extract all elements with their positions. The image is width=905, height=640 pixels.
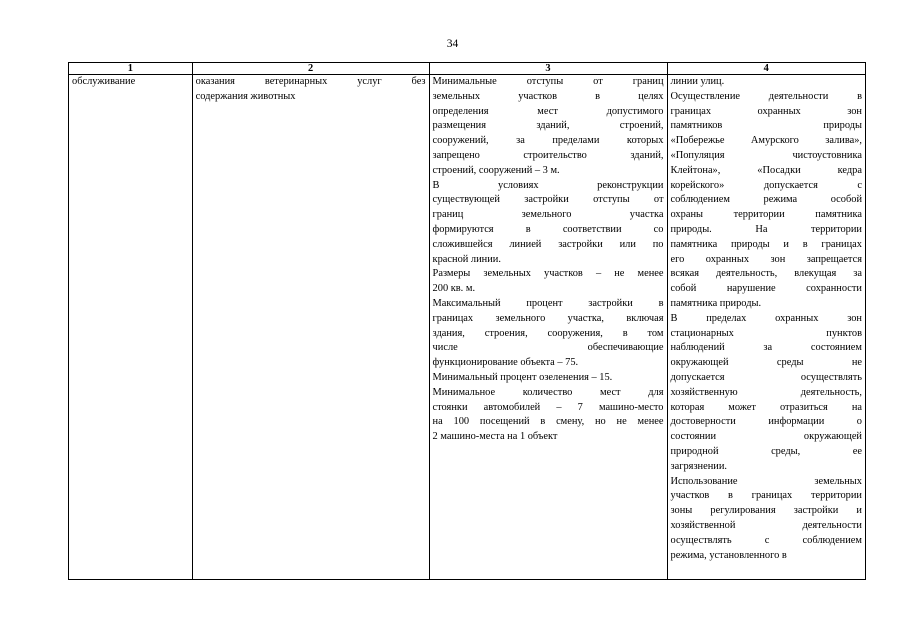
text-line: границ земельного участка <box>432 209 664 221</box>
cell-parameters <box>429 75 667 580</box>
text-line: границах охранных зон <box>670 105 862 117</box>
cell-description <box>192 75 429 580</box>
paragraph <box>433 267 664 297</box>
text-line: всякая деятельность, влекущая за <box>670 268 862 280</box>
text-line: определения мест допустимого <box>432 105 664 117</box>
text-line: границах земельного участка, включая <box>432 312 664 324</box>
table-header-row <box>69 63 866 75</box>
text-line: его охранных зон запрещается <box>670 253 862 265</box>
text-line: зоны регулирования застройки и <box>670 505 862 517</box>
text-line: сложившейся линией застройки или по <box>432 238 664 250</box>
text-line: стоянки автомобилей – 7 машино-место <box>432 401 664 413</box>
cell-parameters-text <box>433 75 664 445</box>
cell-use-type-text: обслуживание <box>72 76 136 87</box>
text-line: памятников природы <box>670 120 862 132</box>
text-line: здания, строения, сооружения, в том <box>432 327 664 339</box>
text-line: хозяйственной деятельности <box>670 519 862 531</box>
text-line: сооружений, за пределами которых <box>432 135 664 147</box>
cell-description-text <box>196 75 426 105</box>
text-line: памятника природы и в границах <box>670 238 862 250</box>
paragraph <box>433 371 664 386</box>
text-line: содержания животных <box>195 90 296 102</box>
text-line: Использование земельных <box>670 475 862 487</box>
text-line: формируются в соответствии со <box>432 223 664 235</box>
text-line: Минимальный процент озеленения – 15. <box>432 371 613 383</box>
text-line: В пределах охранных зон <box>670 312 862 324</box>
text-line: на 100 посещений в смену, но не менее <box>432 416 664 428</box>
text-line: Минимальное количество мест для <box>432 386 664 398</box>
paragraph <box>433 386 664 445</box>
column-header-3: 3 <box>429 63 667 75</box>
text-line: строений, сооружений – 3 м. <box>432 164 560 176</box>
column-header-4: 4 <box>667 63 866 75</box>
cell-restrictions <box>667 75 866 580</box>
text-line: 200 кв. м. <box>432 283 476 295</box>
text-line: запрещено строительство зданий, <box>432 149 664 161</box>
text-line: окружающей среды не <box>670 357 862 369</box>
text-line: достоверности информации о <box>670 416 862 428</box>
text-line: Размеры земельных участков – не менее <box>432 268 664 280</box>
text-line: которая может отразиться на <box>670 401 862 413</box>
text-line: участков в границах территории <box>670 490 862 502</box>
paragraph <box>671 90 863 312</box>
text-line: Осуществление деятельности в <box>670 90 862 102</box>
text-line: памятника природы. <box>670 297 762 309</box>
paragraph <box>433 179 664 268</box>
text-line: В условиях реконструкции <box>432 179 664 191</box>
document-table <box>68 62 866 580</box>
text-line: наблюдений за состоянием <box>670 342 862 354</box>
text-line: соблюдением режима особой <box>670 194 862 206</box>
text-line: Минимальные отступы от границ <box>432 76 664 87</box>
paragraph <box>433 75 664 179</box>
text-line: земельных участков в целях <box>432 90 664 102</box>
table-row <box>69 75 866 580</box>
page-number: 34 <box>446 38 459 50</box>
column-header-1: 1 <box>69 63 193 75</box>
text-line: красной линии. <box>432 253 501 265</box>
paragraph <box>671 475 863 564</box>
text-line: оказания ветеринарных услуг без <box>195 76 426 87</box>
text-line: функционирование объекта – 75. <box>432 357 579 369</box>
text-line: «Побережье Амурского залива», <box>670 135 862 147</box>
text-line: линии улиц. <box>670 76 725 87</box>
text-line: режима, установленного в <box>670 549 787 561</box>
text-line: стационарных пунктов <box>670 327 862 339</box>
text-line: «Популяция чистоустовника <box>670 149 862 161</box>
text-line: состоянии окружающей <box>670 431 862 443</box>
paragraph <box>433 297 664 371</box>
text-line: осуществлять с соблюдением <box>670 534 862 546</box>
text-line: природы. На территории <box>670 223 862 235</box>
text-line: корейского» допускается с <box>670 179 862 191</box>
text-line: хозяйственную деятельность, <box>670 386 862 398</box>
text-line: Максимальный процент застройки в <box>432 297 664 309</box>
text-line: собой нарушение сохранности <box>670 283 862 295</box>
paragraph <box>671 75 863 90</box>
text-line: числе обеспечивающие <box>432 342 664 354</box>
text-line: существующей застройки отступы от <box>432 194 664 206</box>
text-line: размещения зданий, строений, <box>432 120 664 132</box>
text-line: загрязнении. <box>670 460 728 472</box>
cell-use-type <box>69 75 193 580</box>
text-line: 2 машино-места на 1 объект <box>432 431 558 443</box>
paragraph <box>671 312 863 475</box>
text-line: природной среды, ее <box>670 445 862 457</box>
text-line: охраны территории памятника <box>670 209 862 221</box>
paragraph <box>196 75 426 105</box>
text-line: Клейтона», «Посадки кедра <box>670 164 862 176</box>
column-header-2: 2 <box>192 63 429 75</box>
cell-restrictions-text <box>671 75 863 563</box>
text-line: допускается осуществлять <box>670 371 862 383</box>
